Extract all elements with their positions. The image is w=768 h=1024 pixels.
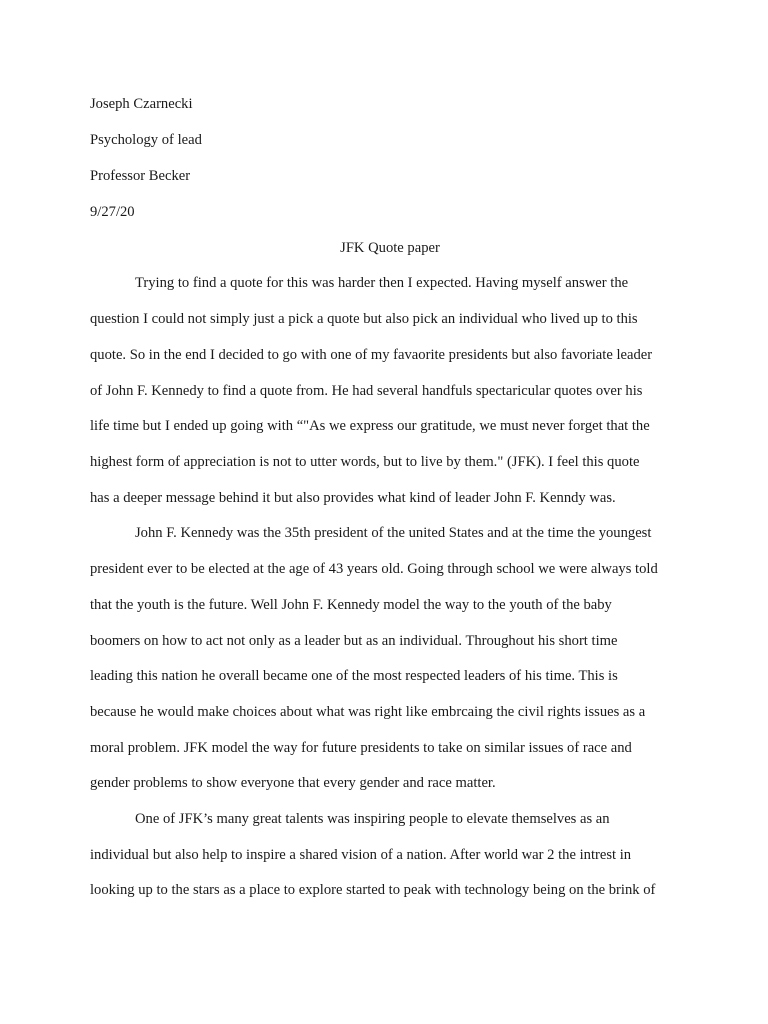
paragraph-line: moral problem. JFK model the way for future presidents to take on similar issues of race and xyxy=(90,740,632,756)
paragraph-line: John F. Kennedy was the 35th president of the united States and at the time the youngest xyxy=(135,525,652,541)
paragraph-line: of John F. Kennedy to find a quote from. He had several handfuls spectaricular quotes over his xyxy=(90,383,643,399)
professor-name: Professor Becker xyxy=(90,168,191,184)
paragraph-line: highest form of appreciation is not to utter words, but to live by them." (JFK). I feel this quote xyxy=(90,454,640,470)
paragraph-line: individual but also help to inspire a shared vision of a nation. After world war 2 the intrest in xyxy=(90,847,632,863)
date: 9/27/20 xyxy=(90,204,135,220)
paragraph-line: Trying to find a quote for this was harder then I expected. Having myself answer the xyxy=(135,275,629,291)
paragraph-line: quote. So in the end I decided to go with one of my favaorite presidents but also favoriate leader xyxy=(90,347,653,363)
author-name: Joseph Czarnecki xyxy=(90,96,193,112)
paragraph-line: life time but I ended up going with “"As we express our gratitude, we must never forget that the xyxy=(90,418,650,434)
paragraph-line: president ever to be elected at the age of 43 years old. Going through school we were always told xyxy=(90,561,658,577)
paragraph-line: leading this nation he overall became one of the most respected leaders of his time. This is xyxy=(90,668,618,684)
paragraph-line: question I could not simply just a pick a quote but also pick an individual who lived up to this xyxy=(90,311,638,327)
paragraph-line: that the youth is the future. Well John F. Kennedy model the way to the youth of the baby xyxy=(90,597,612,613)
course-name: Psychology of lead xyxy=(90,132,202,148)
paper-title: JFK Quote paper xyxy=(340,240,440,256)
paragraph-line: One of JFK’s many great talents was inspiring people to elevate themselves as an xyxy=(135,811,610,827)
paragraph-line: because he would make choices about what was right like embrcaing the civil rights issues as a xyxy=(90,704,646,720)
paragraph-line: looking up to the stars as a place to explore started to peak with technology being on the brink of xyxy=(90,882,656,898)
paragraph-line: has a deeper message behind it but also provides what kind of leader John F. Kenndy was. xyxy=(90,490,616,506)
paragraph-line: boomers on how to act not only as a leader but as an individual. Throughout his short time xyxy=(90,633,618,649)
paragraph-line: gender problems to show everyone that every gender and race matter. xyxy=(90,775,496,791)
